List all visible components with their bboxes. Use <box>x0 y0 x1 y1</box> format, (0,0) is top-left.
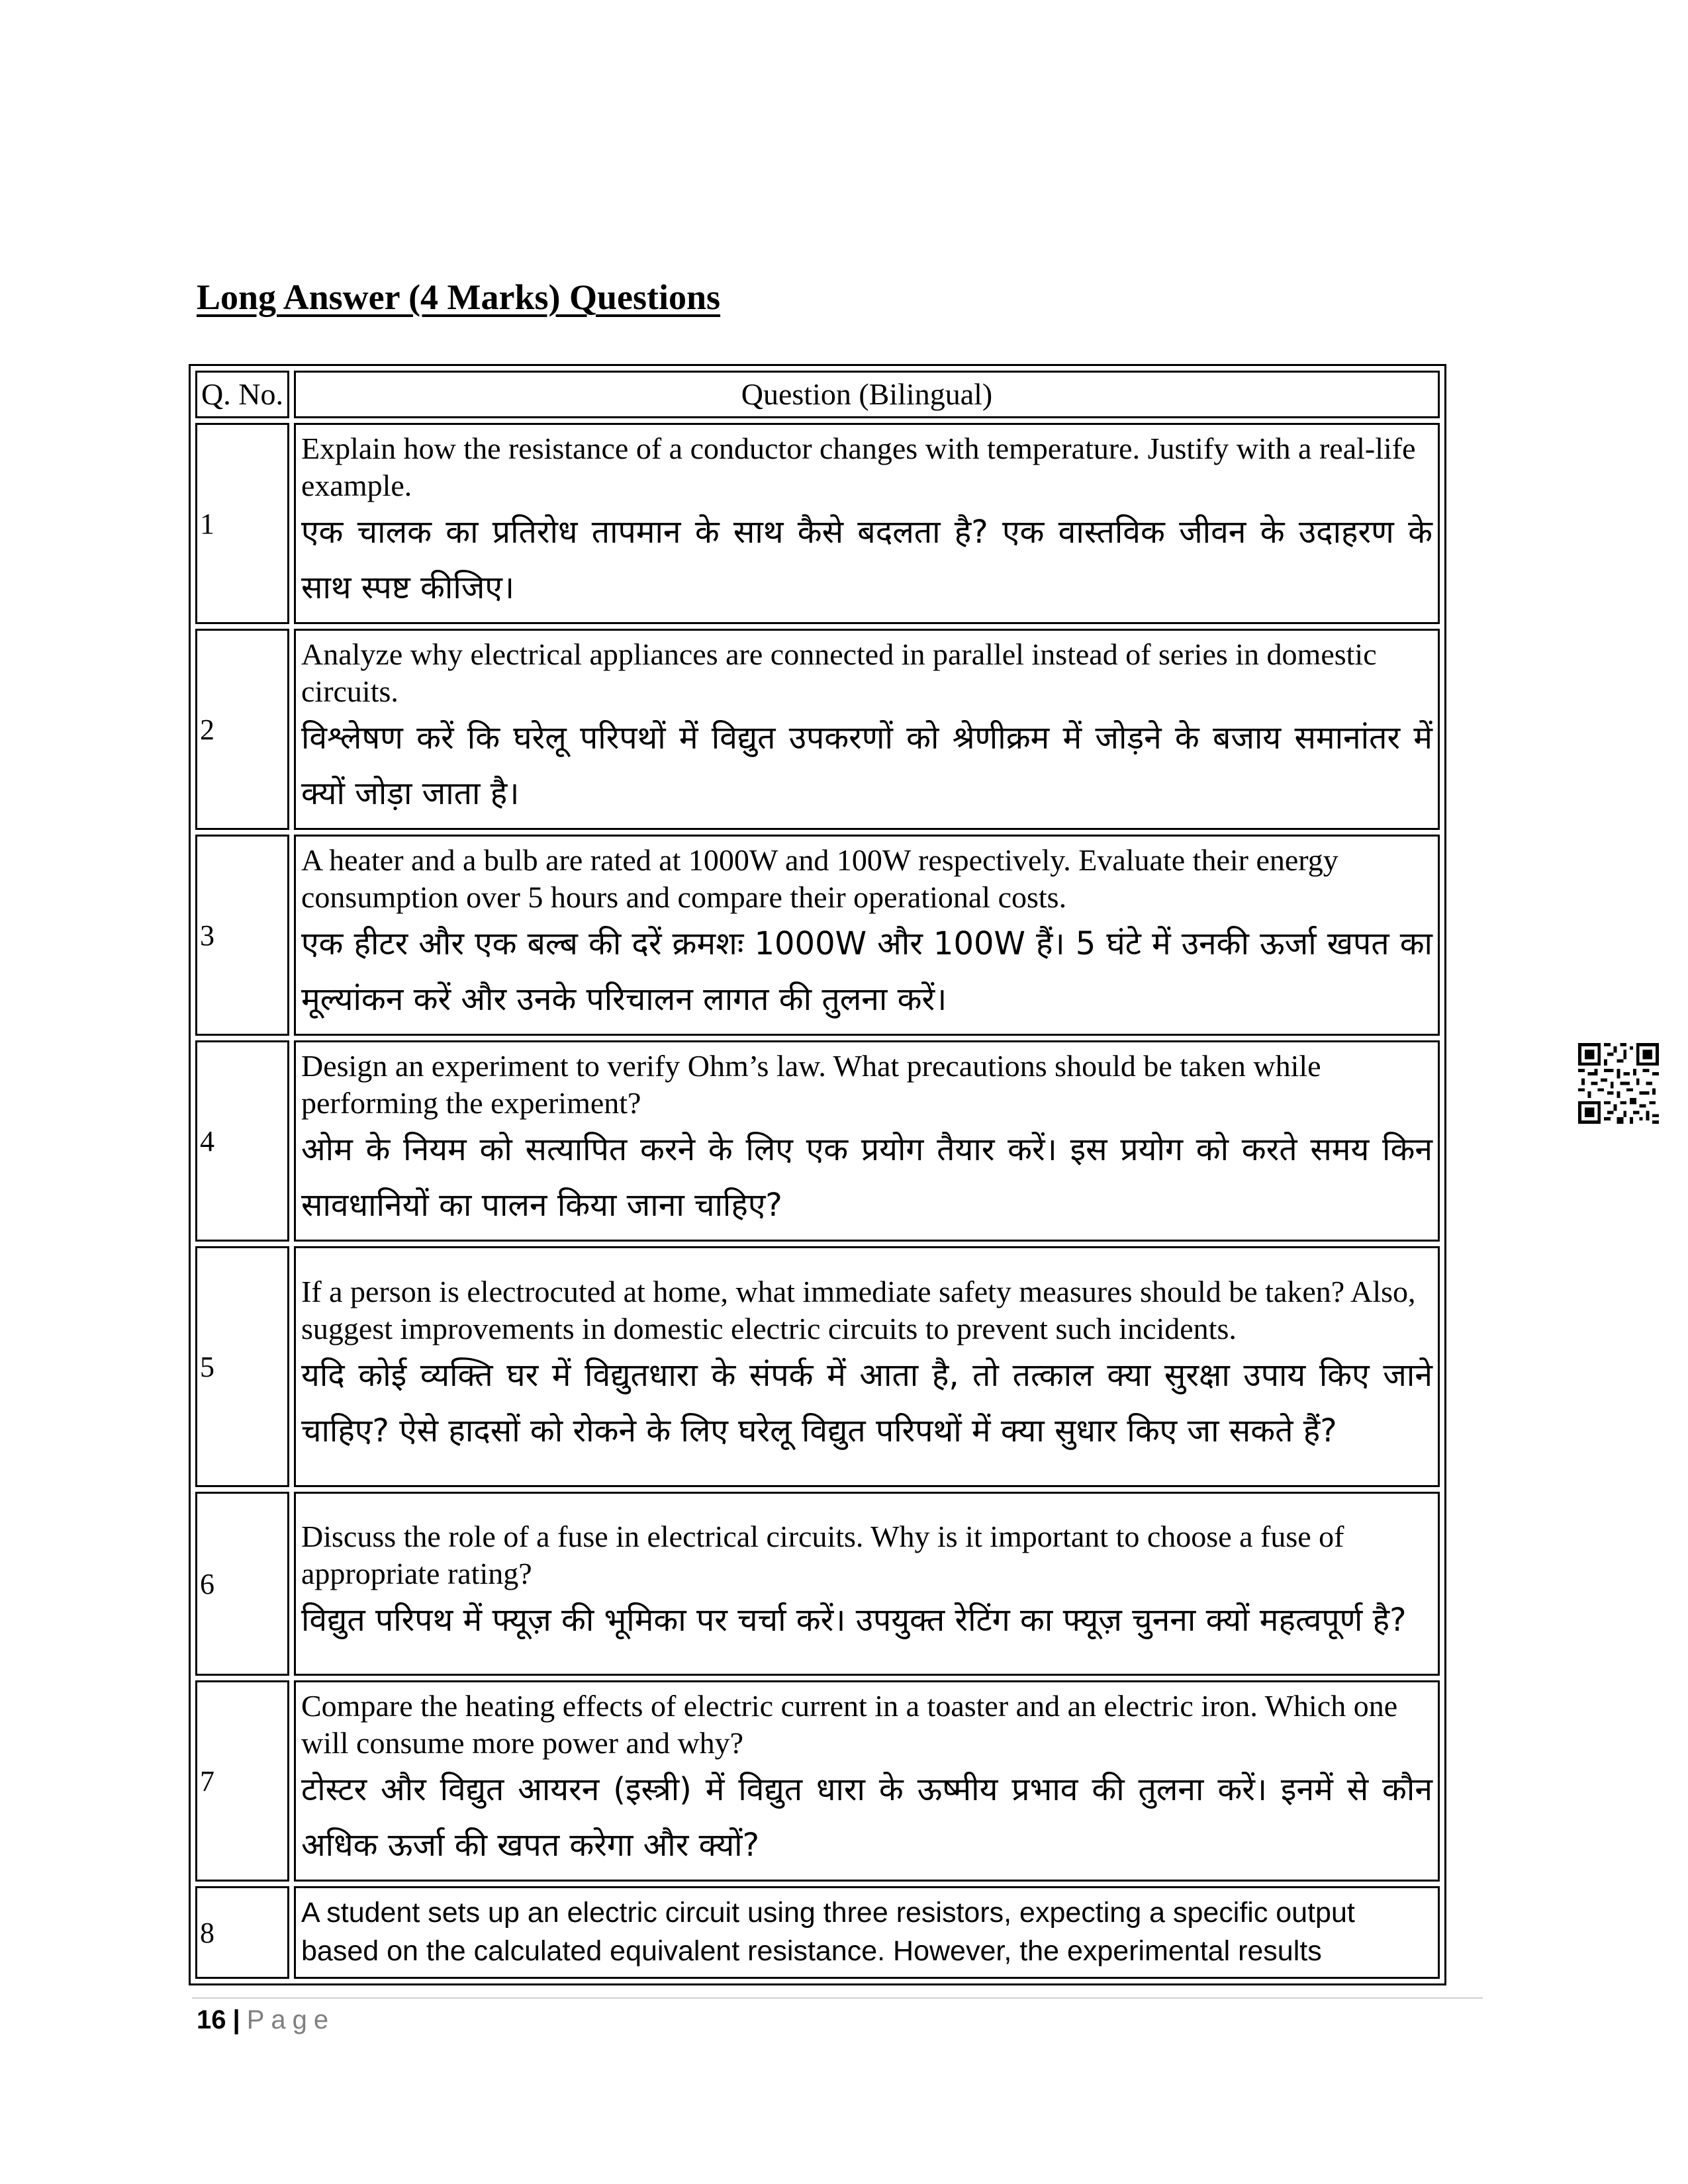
question-hindi: विद्युत परिपथ में फ्यूज़ की भूमिका पर चर्चा करें। उपयुक्त रेटिंग का फ्यूज़ चुनना क्यों महत्वपूर्ण है? <box>301 1602 1407 1639</box>
question-cell <box>294 1040 1440 1242</box>
question-number: 7 <box>195 1680 289 1882</box>
page-label: Page <box>246 2005 336 2034</box>
table-row <box>195 1492 1440 1676</box>
question-english: Analyze why electrical appliances are connected in parallel instead of series in domestic circuits. <box>301 637 1377 708</box>
question-cell <box>294 1886 1440 1979</box>
question-number: 6 <box>195 1492 289 1676</box>
question-number: 4 <box>195 1040 289 1242</box>
question-number: 5 <box>195 1246 289 1487</box>
question-cell <box>294 629 1440 830</box>
table-row <box>195 1680 1440 1882</box>
question-cell <box>294 835 1440 1036</box>
question-number: 3 <box>195 835 289 1036</box>
question-hindi: एक चालक का प्रतिरोध तापमान के साथ कैसे बदलता है? एक वास्तविक जीवन के उदाहरण के साथ स्पष्ट कीजिए। <box>301 514 1432 606</box>
table-row <box>195 1886 1440 1979</box>
question-english: Design an experiment to verify Ohm’s law. What precautions should be taken while performing the experiment? <box>301 1049 1321 1120</box>
table-row <box>195 629 1440 830</box>
footer-divider <box>192 1997 1483 1999</box>
table-row <box>195 835 1440 1036</box>
table-row <box>195 423 1440 624</box>
footer-separator: | <box>232 2005 240 2034</box>
table-header-row <box>195 371 1440 418</box>
question-cell <box>294 1492 1440 1676</box>
question-hindi: ओम के नियम को सत्यापित करने के लिए एक प्रयोग तैयार करें। इस प्रयोग को करते समय किन सावधानियों का पालन किया जाना चाहिए? <box>301 1131 1432 1224</box>
question-english: If a person is electrocuted at home, what immediate safety measures should be taken? Also, suggest improvements in domestic electric circuits to prevent such incidents. <box>301 1275 1416 1345</box>
question-english: Explain how the resistance of a conductor changes with temperature. Justify with a real-life example. <box>301 432 1416 502</box>
question-cell <box>294 423 1440 624</box>
table-row <box>195 1246 1440 1487</box>
question-number: 2 <box>195 629 289 830</box>
question-english: Discuss the role of a fuse in electrical circuits. Why is it important to choose a fuse of appropriate rating? <box>301 1520 1344 1590</box>
question-cell <box>294 1680 1440 1882</box>
questions-table <box>189 364 1446 1985</box>
question-english: A heater and a bulb are rated at 1000W and 100W respectively. Evaluate their energy consumption over 5 hours and compare their operational costs. <box>301 843 1338 914</box>
section-heading: Long Answer (4 Marks) Questions <box>197 277 721 317</box>
question-english: A student sets up an electric circuit using three resistors, expecting a specific output based on the calculated equivalent resistance. However, the experimental results <box>301 1897 1355 1967</box>
question-header: Question (Bilingual) <box>294 371 1440 418</box>
question-cell <box>294 1246 1440 1487</box>
qr-code-icon <box>1578 1043 1659 1124</box>
question-number: 8 <box>195 1886 289 1979</box>
question-hindi: एक हीटर और एक बल्ब की दरें क्रमशः 1000W और 100W हैं। 5 घंटे में उनकी ऊर्जा खपत का मूल्यांकन करें और उनके परिचालन लागत की तुलना करें। <box>301 925 1432 1018</box>
table-row <box>195 1040 1440 1242</box>
page-number: 16 <box>197 2005 226 2034</box>
page-footer <box>197 2005 335 2035</box>
question-english: Compare the heating effects of electric current in a toaster and an electric iron. Which one will consume more power and why? <box>301 1689 1398 1760</box>
question-hindi: यदि कोई व्यक्ति घर में विद्युतधारा के संपर्क में आता है, तो तत्काल क्या सुरक्षा उपाय किए जाने चाहिए? ऐसे हादसों को रोकने के लिए घरेलू विद्युत परिपथों में क्या सुधार किए जा सकते हैं? <box>301 1357 1432 1449</box>
question-hindi: टोस्टर और विद्युत आयरन (इस्त्री) में विद्युत धारा के ऊष्मीय प्रभाव की तुलना करें। इनमें से कौन अधिक ऊर्जा की खपत करेगा और क्यों? <box>301 1771 1432 1864</box>
question-number: 1 <box>195 423 289 624</box>
qno-header: Q. No. <box>195 371 289 418</box>
question-hindi: विश्लेषण करें कि घरेलू परिपथों में विद्युत उपकरणों को श्रेणीक्रम में जोड़ने के बजाय समानांतर में क्यों जोड़ा जाता है। <box>301 719 1432 812</box>
